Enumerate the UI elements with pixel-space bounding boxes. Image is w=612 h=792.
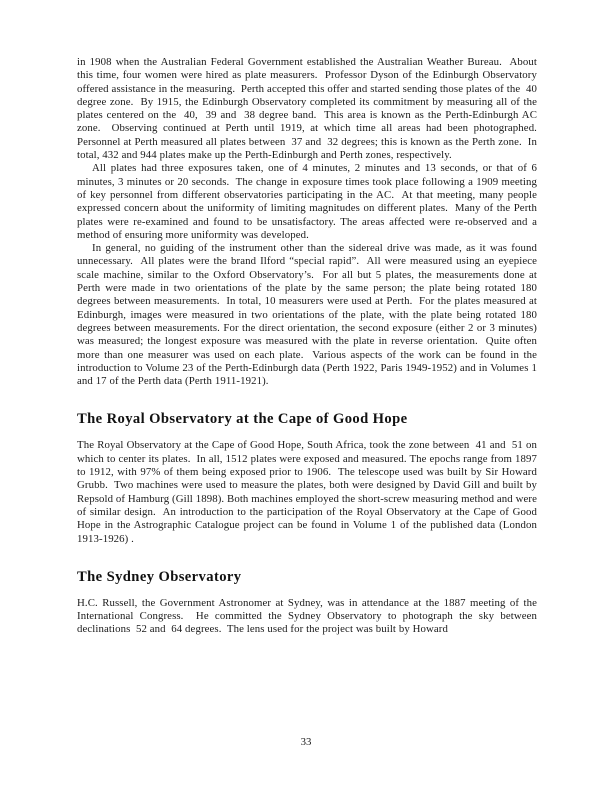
paragraph-perth-history: in 1908 when the Australian Federal Government established the Australian Weather Bureau. About this time, four women were hired as plate measurers. Professor Dyson of the Edinburgh Observatory offered assistance in the measuring. Perth accepted this offer and started sending those plates of the 40 degree zone. By 1915, the Edinburgh Observatory completed its commitment by measuring all of the plates centered on the 40, 39 and 38 degree band. This area is known as the Perth-Edinburgh AC zone. Observing continued at Perth until 1919, at which time all areas had been photographed. Personnel at Perth measured all plates between 37 and 32 degrees; this is known as the Perth zone. In total, 432 and 944 plates make up the Perth-Edinburgh and Perth zones, respectively.: [77, 56, 543, 162]
paragraph-cape-observatory: The Royal Observatory at the Cape of Good Hope, South Africa, took the zone between 41 and 51 on which to center its plates. In all, 1512 plates were exposed and measured. The epochs range from 1897 to 1912, with 97% of them being exposed prior to 1906. The telescope used was built by Sir Howard Grubb. Two machines were used to measure the plates, both were designed by David Gill and built by Repsold of Hamburg (Gill 1898). Both machines employed the short-screw measuring method and were of similar design. An introduction to the participation of the Royal Observatory at the Cape of Good Hope in the Astrographic Catalogue project can be found in Volume 1 of the published data (London 1913-1926) .: [77, 439, 540, 545]
page-number: 33: [300, 736, 312, 748]
heading-royal-observatory-cape: The Royal Observatory at the Cape of Good Hope: [77, 411, 408, 428]
paragraph-exposures: All plates had three exposures taken, one of 4 minutes, 2 minutes and 13 seconds, or that of 6 minutes, 3 minutes or 20 seconds. The change in exposure times took place following a 1909 meeting of key personnel from different observatories participating in the AC. At that meeting, many people expressed concern about the uniformity of limiting magnitudes on different plates. Many of the Perth plates were re-examined and found to be unsatisfactory. The areas affected were re-observed and a method of ensuring more uniformity was developed.: [77, 162, 540, 241]
paragraph-measuring-method: In general, no guiding of the instrument other than the sidereal drive was made, as it was found unnecessary. All plates were the brand Ilford “special rapid”. All were measured using an eyepiece scale machine, similar to the Oxford Observatory’s. For all but 5 plates, the measurements done at Perth were made in two orientations of the plate by the same person; the plate being rotated 180 degrees between measurements. In total, 10 measurers were used at Perth. For the plates measured at Edinburgh, images were measured in two orientations of the plate, with the plate being rotated 180 degrees between measurements. For the direct orientation, the second exposure (either 2 or 3 minutes) was measured; the longest exposure was measured with the plate in reverse orientation. Quite often more than one measurer was used on each plate. Various aspects of the work can be found in the introduction to Volume 23 of the Perth-Edinburgh data (Perth 1922, Paris 1949-1952) and in Volumes 1 and 17 of the Perth data (Perth 1911-1921).: [77, 242, 540, 388]
heading-sydney-observatory: The Sydney Observatory: [77, 568, 242, 585]
paragraph-sydney-observatory: H.C. Russell, the Government Astronomer at Sydney, was in attendance at the 1887 meeting of the International Congress. He committed the Sydney Observatory to photograph the sky between declinations 52 and 64 degrees. The lens used for the project was built by Howard: [77, 596, 540, 636]
